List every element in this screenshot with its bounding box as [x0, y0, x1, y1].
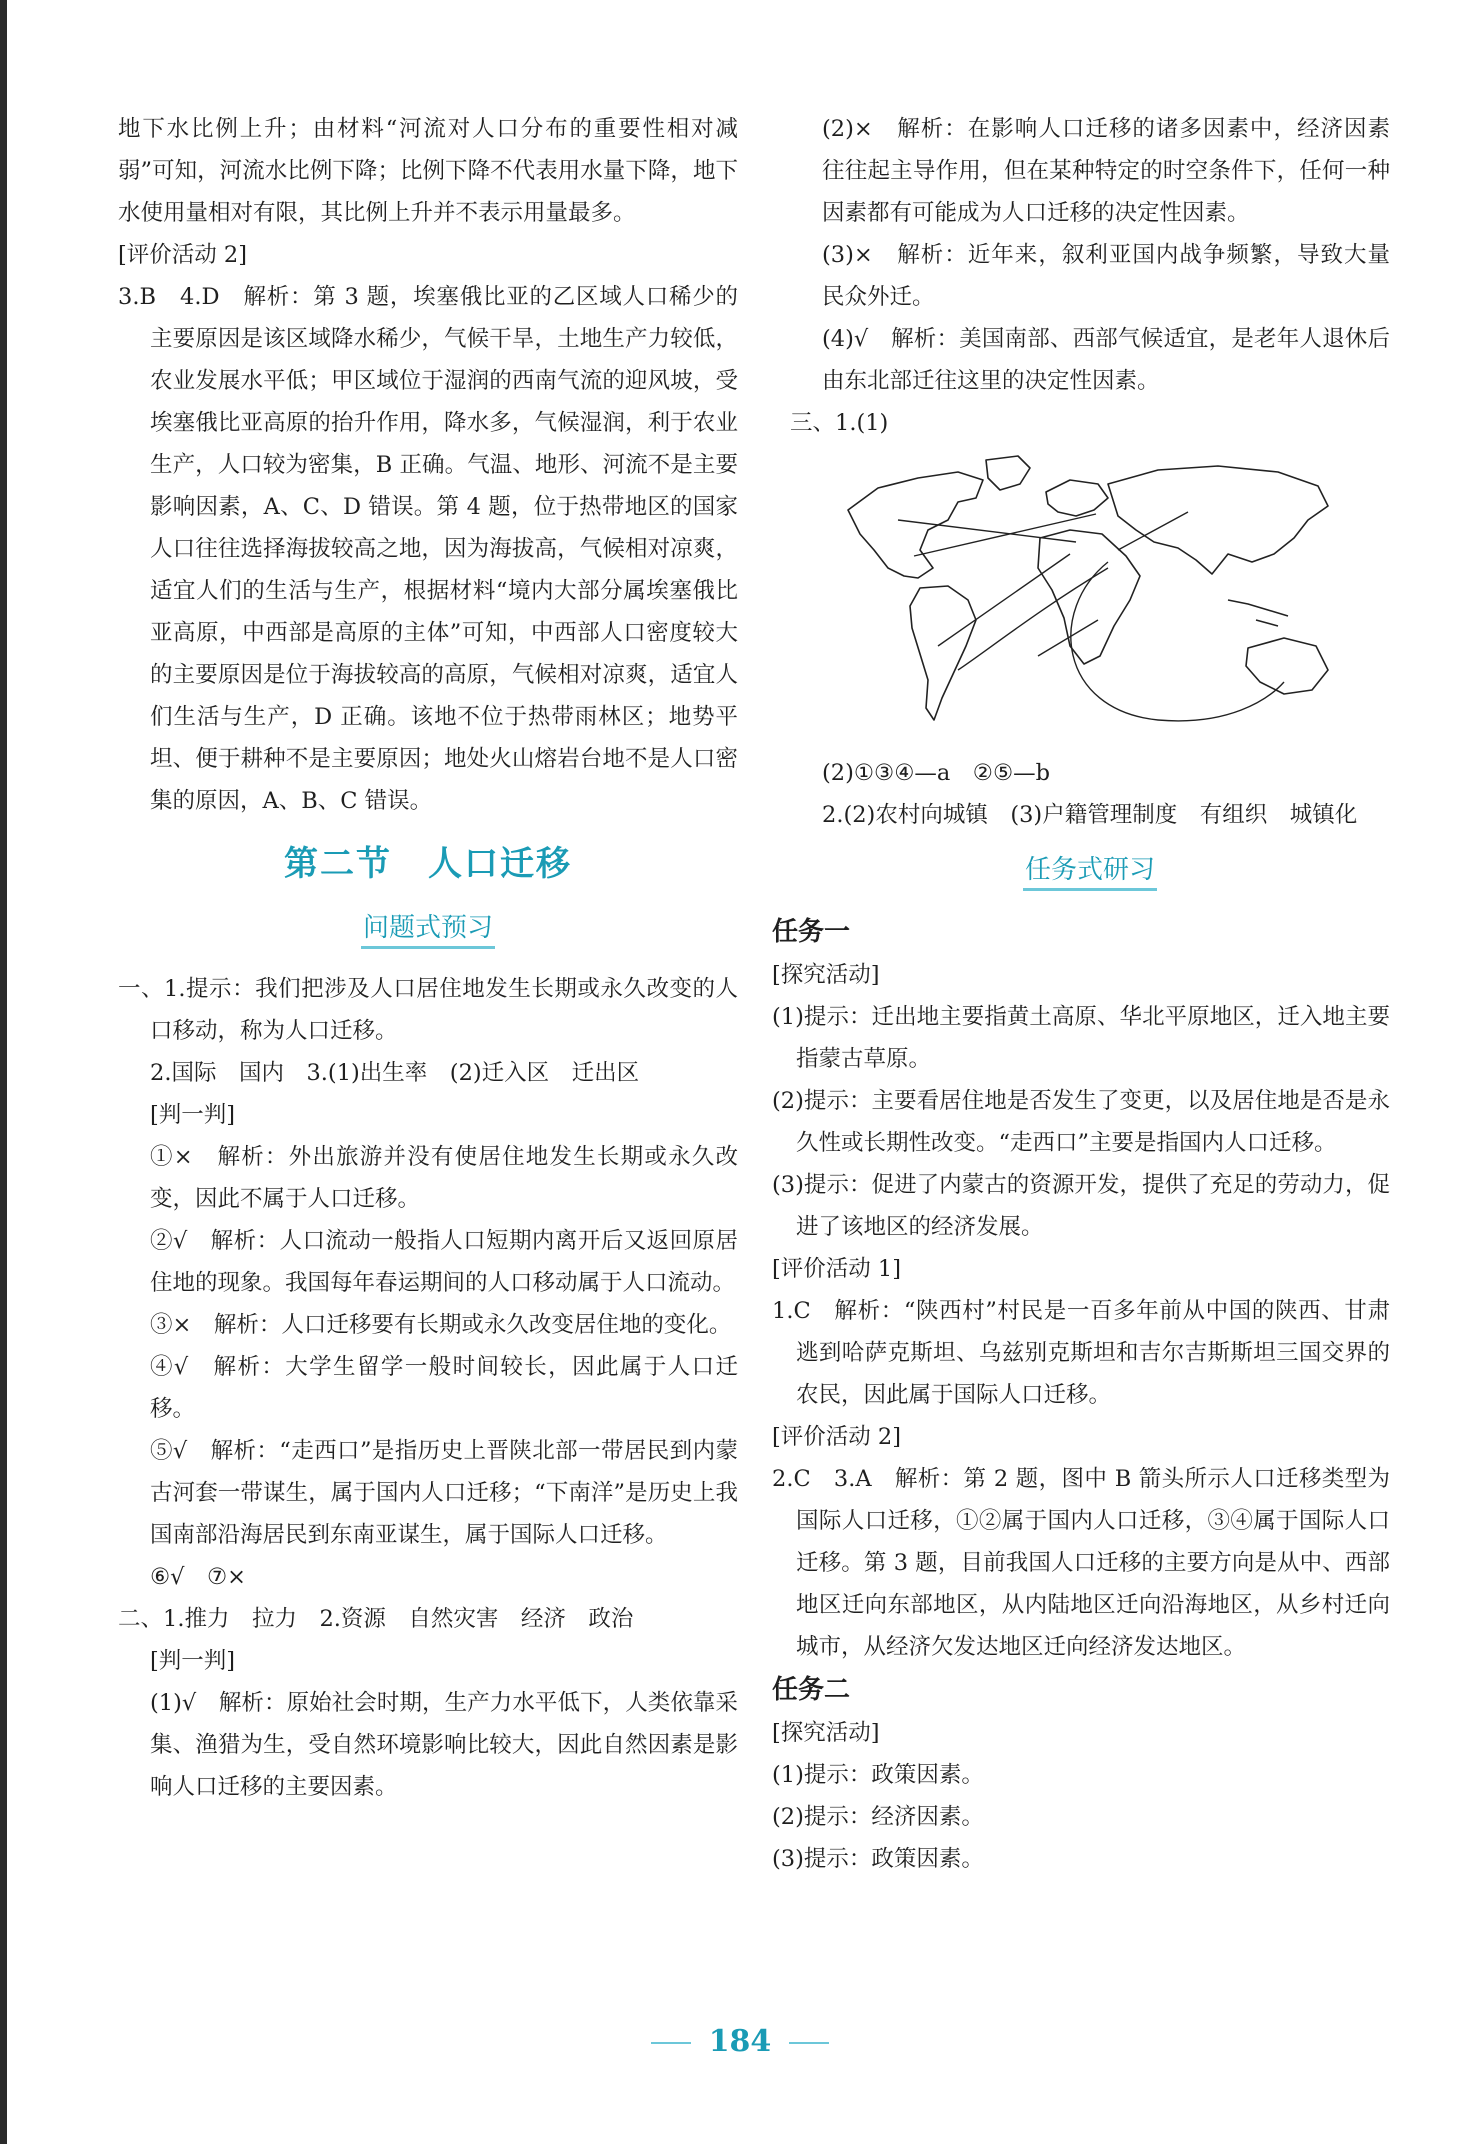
africa-outline: [1038, 530, 1140, 664]
explore-item: (2)提示：经济因素。: [772, 1804, 984, 1830]
task2-list: [772, 1754, 1390, 1880]
footer-dash-left: [651, 2042, 691, 2044]
section-title: 第二节 人口迁移: [284, 844, 572, 884]
left-answer-list: [118, 968, 738, 1808]
right-answer-list-2: [790, 752, 1390, 836]
answer-item: 二、1.推力 拉力 2.资源 自然灾害 经济 政治: [118, 1606, 634, 1632]
greenland-outline: [986, 456, 1030, 490]
answer-item: (1)√ 解析：原始社会时期，生产力水平低下，人类依靠采集、渔猎为生，受自然环境影响比较大，因此自然因素是影响人口迁移的主要因素。: [150, 1690, 738, 1800]
left-eval2-text: 3.B 4.D 解析：第 3 题，埃塞俄比亚的乙区域人口稀少的主要原因是该区域降水稀少，气候干旱，土地生产力较低，农业发展水平低；甲区域位于湿润的西南气流的迎风坡，受埃塞俄比亚高原的抬升作用，降水多，气候湿润，利于农业生产，人口较为密集，B 正确。气温、地形、河流不是主要影响因素，A、C、D 错误。第 4 题，位于热带地区的国家人口往往选择海拔较高之地，因为海拔高，气候相对凉爽，适宜人们的生活与生产，根据材料“境内大部分属埃塞俄比亚高原，中西部是高原的主体”可知，中西部人口密度较大的主要原因是位于海拔较高的高原，气候相对凉爽，适宜人们生活与生产，D 正确。该地不位于热带雨林区；地势平坦、便于耕种不是主要原因；地处火山熔岩台地不是人口密集的原因，A、B、C 错误。: [118, 284, 738, 814]
asia-outline: [1108, 466, 1328, 574]
footer-dash-right: [789, 2042, 829, 2044]
page-number: 184: [708, 2024, 772, 2059]
answer-item: ③× 解析：人口迁移要有长期或永久改变居住地的变化。: [150, 1312, 732, 1338]
task2-explore-tag: [探究活动]: [772, 1720, 880, 1746]
task1-explore-tag: [探究活动]: [772, 962, 880, 988]
answer-item: [判一判]: [150, 1648, 236, 1674]
task1-eval1-tag: [评价活动 1]: [772, 1256, 902, 1282]
task1-eval1-text: 1.C 解析：“陕西村”村民是一百多年前从中国的陕西、甘肃逃到哈萨克斯坦、乌兹别克斯坦和吉尔吉斯斯坦三国交界的农民，因此属于国际人口迁移。: [772, 1298, 1390, 1408]
europe-outline: [1046, 480, 1108, 516]
task1-title: 任务一: [772, 917, 851, 947]
explore-item: (3)提示：政策因素。: [772, 1846, 984, 1872]
migration-arrow-3: [914, 514, 1096, 556]
answer-item: (2)× 解析：在影响人口迁移的诸多因素中，经济因素往往起主导作用，但在某种特定的时空条件下，任何一种因素都有可能成为人口迁移的决定性因素。: [822, 116, 1390, 226]
answer-item: (3)× 解析：近年来，叙利亚国内战争频繁，导致大量民众外迁。: [822, 242, 1390, 310]
study-title: 任务式研习: [1023, 852, 1157, 891]
south-america-outline: [910, 586, 976, 720]
left-eval2-tag: [评价活动 2]: [118, 242, 248, 268]
answer-item: [判一判]: [150, 1102, 236, 1128]
explore-item: (1)提示：政策因素。: [772, 1762, 984, 1788]
task1-list: [772, 996, 1390, 1248]
answer-item: 2.国际 国内 3.(1)出生率 (2)迁入区 迁出区: [150, 1060, 640, 1086]
migration-arrow-4: [958, 568, 1108, 670]
answer-item: (2)①③④—a ②⑤—b: [822, 760, 1051, 786]
answer-item: 三、1.(1): [790, 410, 889, 436]
scan-edge: [0, 0, 7, 2144]
migration-arrow-6: [1038, 620, 1098, 656]
explore-item: (1)提示：迁出地主要指黄土高原、华北平原地区，迁入地主要指蒙古草原。: [772, 1004, 1390, 1072]
right-answer-list: [790, 108, 1390, 444]
left-top-paragraph: 地下水比例上升；由材料“河流对人口分布的重要性相对减弱”可知，河流水比例下降；比例下降不代表用水量下降，地下水使用量相对有限，其比例上升并不表示用量最多。: [118, 116, 738, 226]
answer-item: ⑥√ ⑦×: [150, 1564, 247, 1590]
answer-item: 2.(2)农村向城镇 (3)户籍管理制度 有组织 城镇化: [822, 802, 1358, 828]
preview-heading: [118, 908, 738, 954]
left-column: [118, 108, 738, 1808]
task1-eval2-text: 2.C 3.A 解析：第 2 题，图中 B 箭头所示人口迁移类型为国际人口迁移，①②属于国内人口迁移，③④属于国际人口迁移。第 3 题，目前我国人口迁移的主要方向是从中、西部地区迁向东部地区，从内陆地区迁向沿海地区，从乡村迁向城市，从经济欠发达地区迁向经济发达地区。: [772, 1466, 1390, 1660]
study-heading: [790, 850, 1390, 896]
explore-item: (2)提示：主要看居住地是否发生了变更，以及居住地是否是永久性或长期性改变。“走西口”主要是指国内人口迁移。: [772, 1088, 1390, 1156]
answer-item: (4)√ 解析：美国南部、西部气候适宜，是老年人退休后由东北部迁往这里的决定性因素。: [822, 326, 1390, 394]
north-america-outline: [848, 472, 983, 578]
answer-item: 一、1.提示：我们把涉及人口居住地发生长期或永久改变的人口移动，称为人口迁移。: [118, 976, 738, 1044]
migration-arrow-7: [1118, 512, 1188, 550]
australia-outline: [1246, 638, 1328, 694]
task1-eval2-tag: [评价活动 2]: [772, 1424, 902, 1450]
answer-item: ②√ 解析：人口流动一般指人口短期内离开后又返回原居住地的现象。我国每年春运期间的人口移动属于人口流动。: [150, 1228, 738, 1296]
task2-title: 任务二: [772, 1675, 851, 1705]
preview-title: 问题式预习: [361, 910, 495, 949]
world-migration-map: [808, 450, 1368, 740]
answer-item: ⑤√ 解析：“走西口”是指历史上晋陕北部一带居民到内蒙古河套一带谋生，属于国内人口迁移；“下南洋”是历史上我国南部沿海居民到东南亚谋生，属于国际人口迁移。: [150, 1438, 738, 1548]
indonesia-outline: [1228, 600, 1288, 626]
migration-arrow-2: [938, 554, 1070, 646]
right-column: [772, 108, 1390, 1880]
explore-item: (3)提示：促进了内蒙古的资源开发，提供了充足的劳动力，促进了该地区的经济发展。: [772, 1172, 1390, 1240]
migration-arrow-5: [1071, 562, 1284, 721]
page-footer: [0, 2024, 1480, 2059]
answer-item: ④√ 解析：大学生留学一般时间较长，因此属于人口迁移。: [150, 1354, 738, 1422]
answer-item: ①× 解析：外出旅游并没有使居住地发生长期或永久改变，因此不属于人口迁移。: [150, 1144, 738, 1212]
